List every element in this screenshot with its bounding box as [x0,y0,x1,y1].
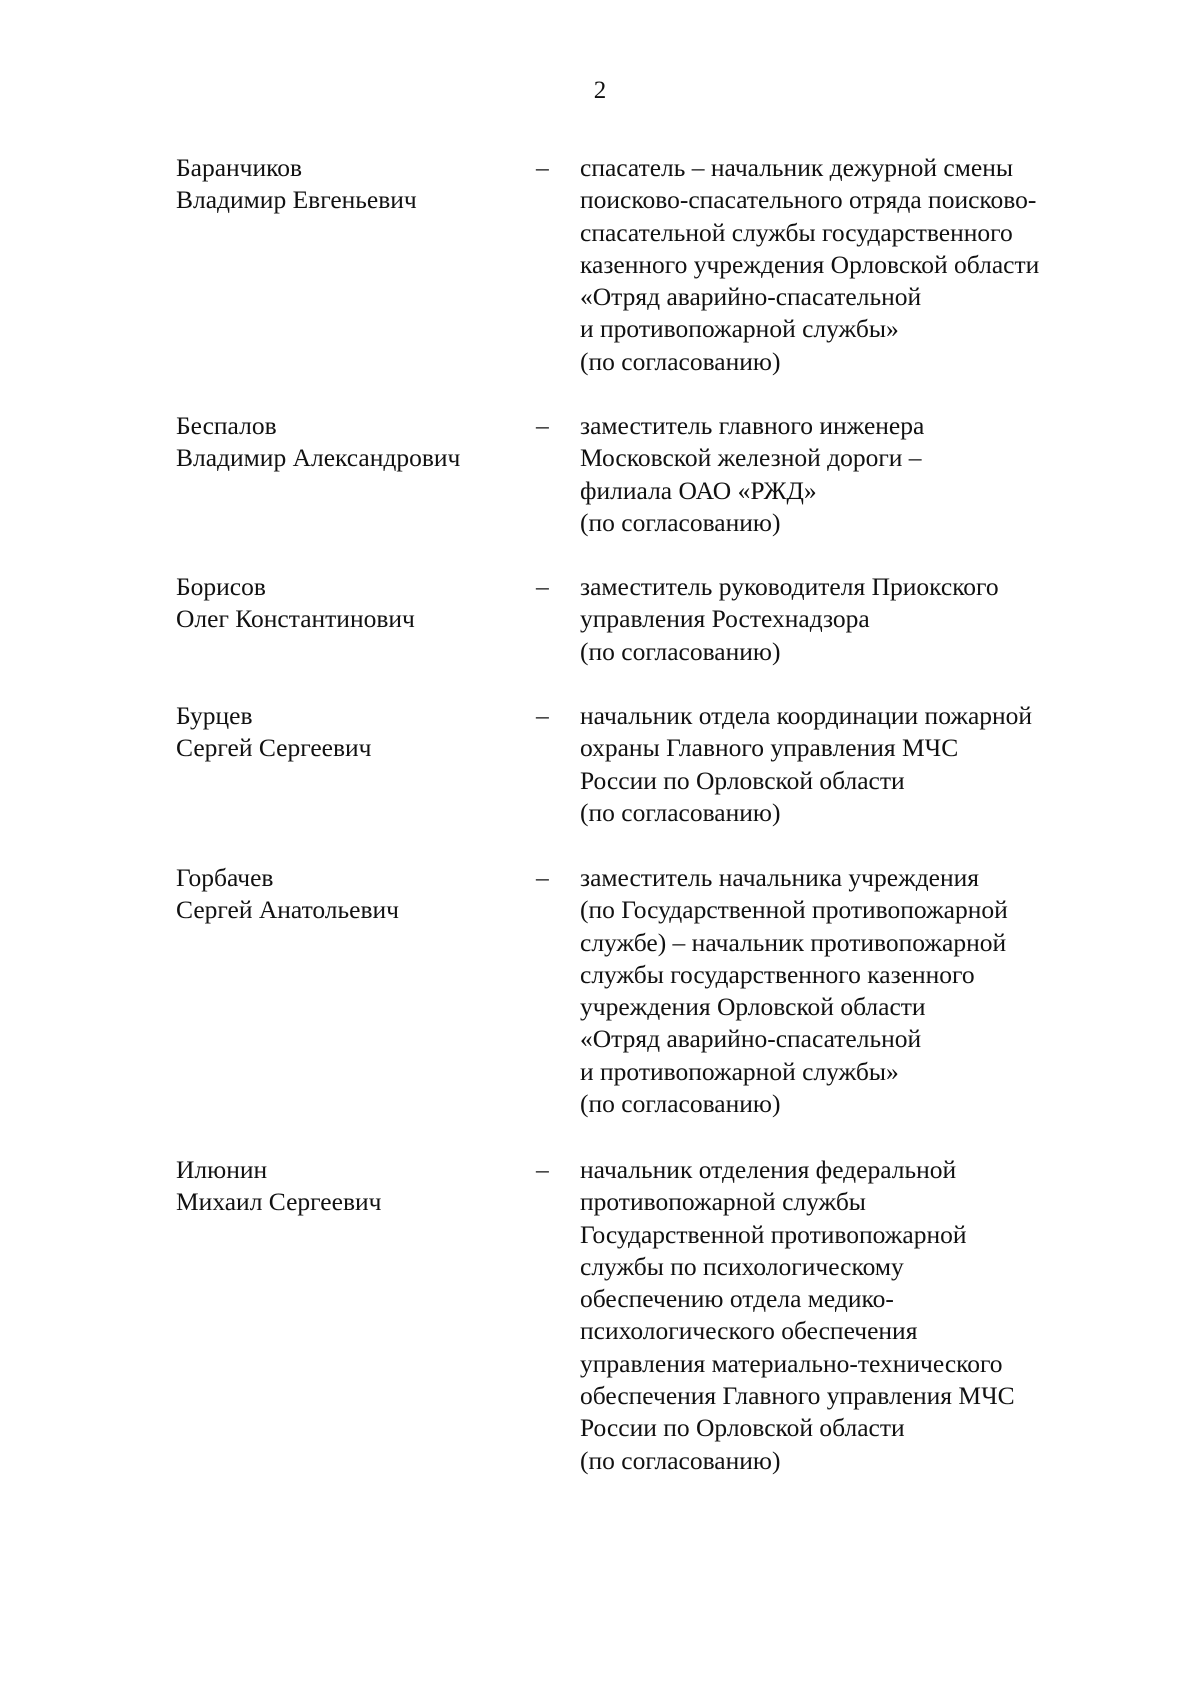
person-surname: Горбачев [176,863,274,892]
role-line: (по Государственной противопожарной [580,895,1008,925]
person-role [580,700,1140,829]
person-name [176,1154,536,1219]
role-line: России по Орловской области [580,1413,905,1443]
role-line: поисково-спасательного отряда поисково- [580,185,1037,215]
person-role [580,152,1140,378]
role-line: и противопожарной службы» [580,314,899,344]
separator-dash: – [536,863,549,892]
person-surname: Бурцев [176,701,253,730]
person-surname: Баранчиков [176,153,303,182]
role-line: службы по психологическому [580,1251,904,1281]
role-line: (по согласованию) [580,1445,781,1475]
separator-dash: – [536,572,549,601]
role-line: (по согласованию) [580,797,781,827]
role-line: филиала ОАО «РЖД» [580,475,817,505]
separator-dash: – [536,701,549,730]
person-surname: Борисов [176,572,266,601]
person-given-names: Владимир Евгеньевич [176,185,417,215]
person-given-names: Владимир Александрович [176,443,461,473]
person-role [580,862,1140,1120]
person-name [176,571,536,636]
person-given-names: Олег Константинович [176,604,415,634]
person-role [580,410,1140,539]
role-line: начальник отделения федеральной [580,1155,957,1184]
role-line: «Отряд аварийно-спасательной [580,1024,922,1054]
role-line: и противопожарной службы» [580,1056,899,1086]
page-number: 2 [593,77,607,104]
role-line: спасательной службы государственного [580,217,1013,247]
separator-dash: – [536,1155,549,1184]
role-line: Государственной противопожарной [580,1219,967,1249]
person-name [176,410,536,475]
role-line: управления материально-технического [580,1348,1003,1378]
person-role [580,571,1140,668]
role-line: (по согласованию) [580,507,781,537]
role-line: спасатель – начальник дежурной смены [580,153,1013,182]
role-line: казенного учреждения Орловской области [580,249,1040,279]
person-name [176,862,536,927]
person-given-names: Сергей Анатольевич [176,895,399,925]
person-role [580,1154,1140,1477]
role-line: обеспечению отдела медико- [580,1284,894,1314]
role-line: обеспечения Главного управления МЧС [580,1381,1015,1411]
person-name [176,152,536,217]
role-line: (по согласованию) [580,346,781,376]
role-line: управления Ростехнадзора [580,604,870,634]
role-line: службе) – начальник противопожарной [580,927,1007,957]
role-line: психологического обеспечения [580,1316,918,1346]
role-line: заместитель руководителя Приокского [580,572,999,601]
person-surname: Беспалов [176,411,277,440]
role-line: Московской железной дороги – [580,443,922,473]
role-line: (по согласованию) [580,1089,781,1119]
role-line: охраны Главного управления МЧС [580,733,959,763]
role-line: заместитель главного инженера [580,411,925,440]
role-line: начальник отдела координации пожарной [580,701,1033,730]
separator-dash: – [536,153,549,182]
separator-dash: – [536,411,549,440]
role-line: России по Орловской области [580,765,905,795]
person-surname: Илюнин [176,1155,268,1184]
role-line: (по согласованию) [580,636,781,666]
role-line: службы государственного казенного [580,959,975,989]
person-name [176,700,536,765]
person-given-names: Сергей Сергеевич [176,733,372,763]
role-line: «Отряд аварийно-спасательной [580,282,922,312]
role-line: учреждения Орловской области [580,992,926,1022]
person-given-names: Михаил Сергеевич [176,1187,382,1217]
role-line: заместитель начальника учреждения [580,863,980,892]
role-line: противопожарной службы [580,1187,866,1217]
